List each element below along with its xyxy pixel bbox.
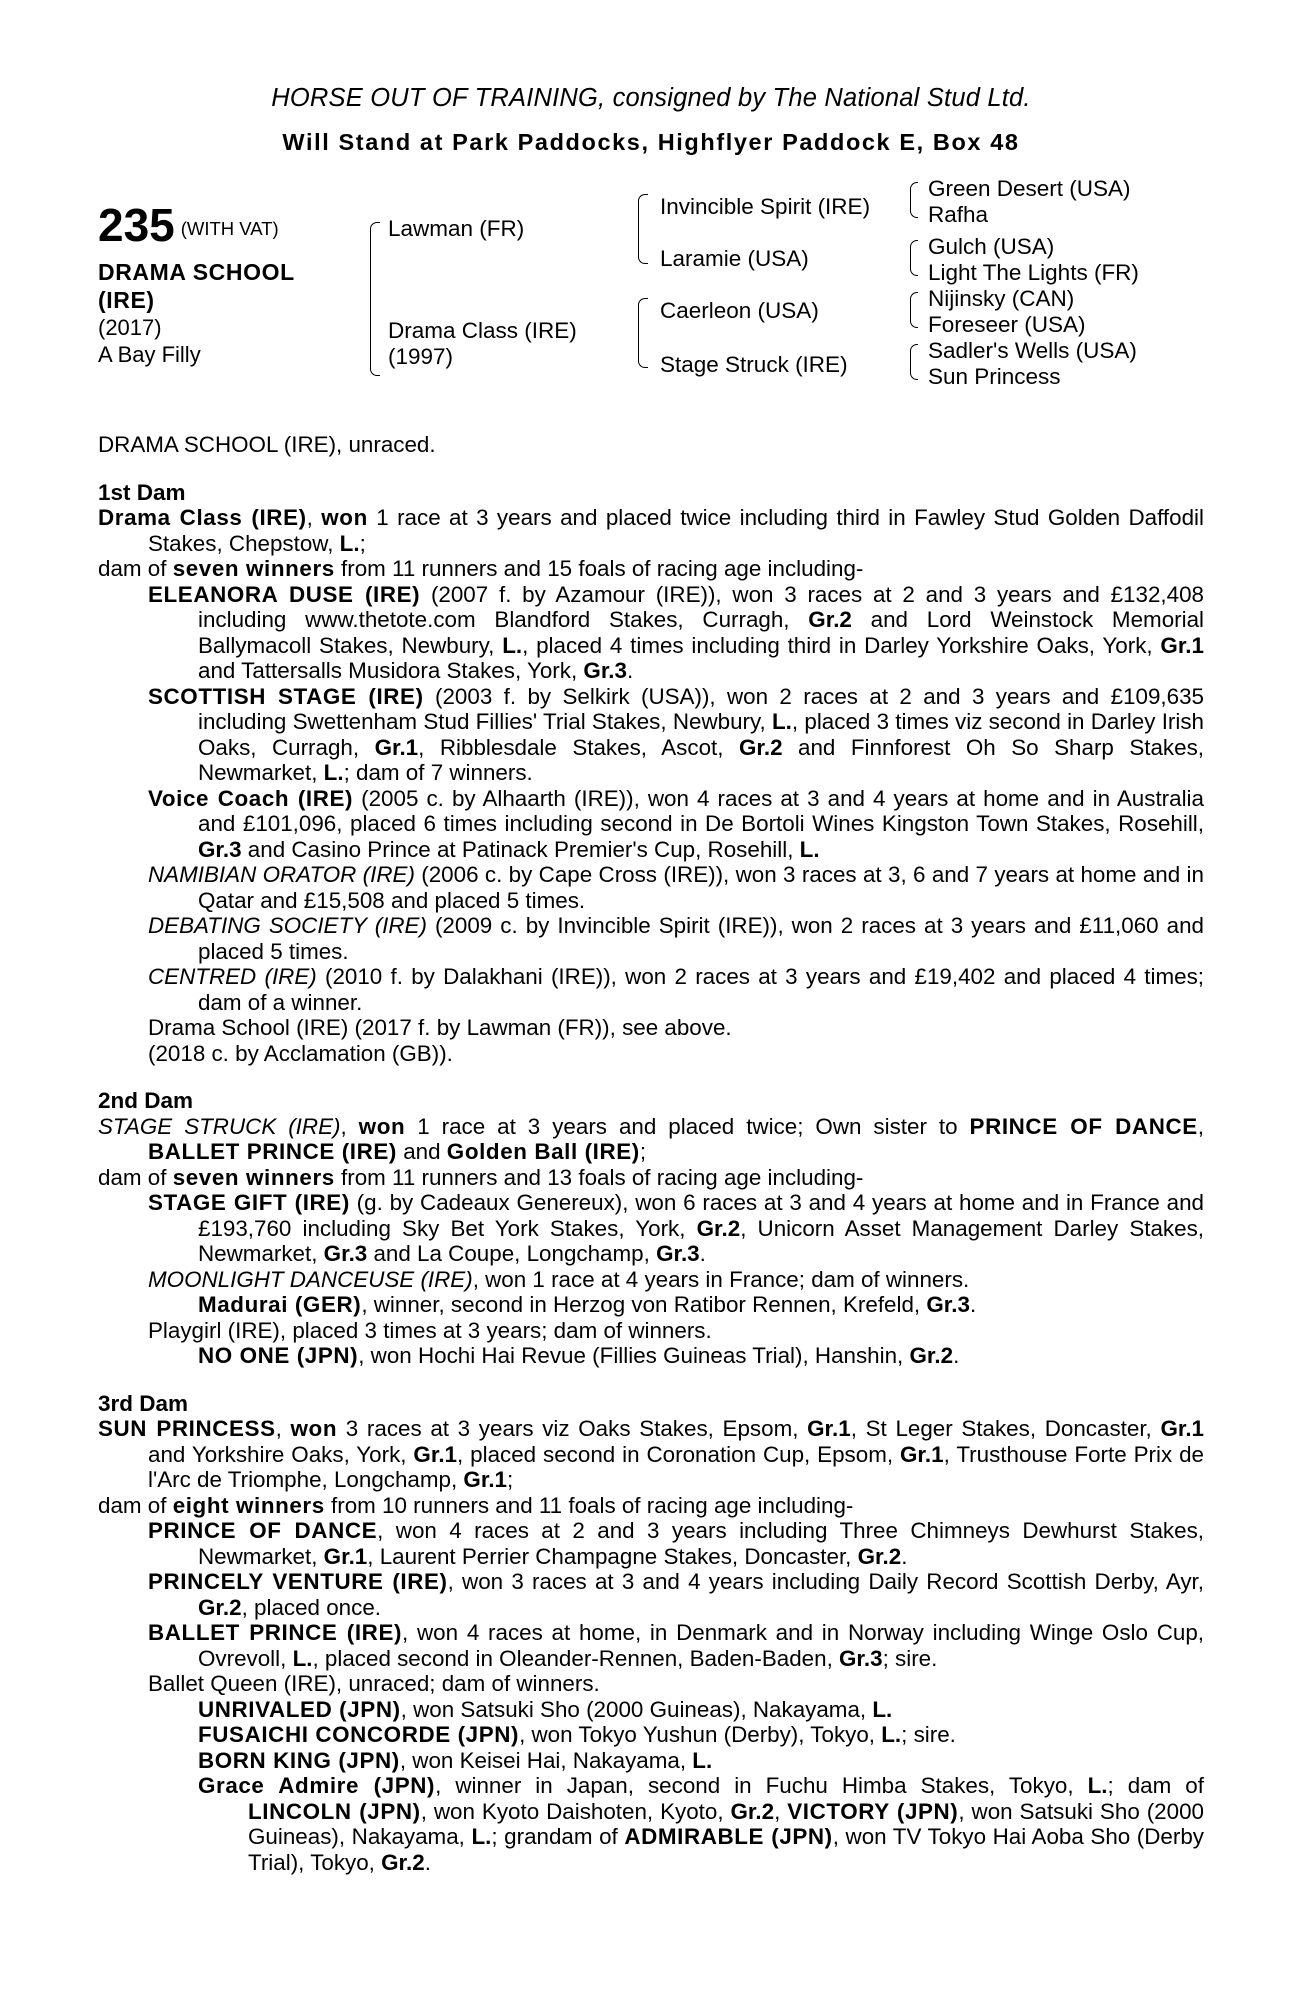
dam-heading: 1st Dam xyxy=(98,479,186,505)
dam-paragraph: SCOTTISH STAGE (IRE) (2003 f. by Selkirk (USA)), won 2 races at 2 and 3 years and £109,635 including Swettenham Stud Fillies' Trial Stakes, Newbury, L., placed 3 times viz second in Darley Irish Oaks, Curragh, Gr.1, Ribblesdale Stakes, Ascot, Gr.2 and Finnforest Oh So Sharp Stakes, Newmarket, L.; dam of 7 winners. xyxy=(148,683,1205,785)
dam-paragraph: STAGE STRUCK (IRE), won 1 race at 3 years and placed twice; Own sister to PRINCE OF DANCE, BALLET PRINCE (IRE) and Golden Ball (IRE); xyxy=(98,1113,1205,1164)
pedigree-dam-dam: Stage Struck (IRE) xyxy=(660,352,848,377)
dam-paragraph: DEBATING SOCIETY (IRE) (2009 c. by Invincible Spirit (IRE)), won 2 races at 3 years and £11,060 and placed 5 times. xyxy=(148,913,1204,964)
pedigree-bracket-g1 xyxy=(910,182,918,218)
dam-paragraph: ELEANORA DUSE (IRE) (2007 f. by Azamour (IRE)), won 3 races at 2 and 3 years and £132,408 including www.thetote.com Blandford Stakes, Curragh, Gr.2 and Lord Weinstock Memorial Ballymacoll Stakes, Newbury, L., placed 4 times including third in Darley Yorkshire Oaks, York, Gr.1 and Tattersalls Musidora Stakes, York, Gr.3. xyxy=(148,581,1205,683)
pedigree-bracket-g4 xyxy=(910,344,918,380)
pedigree-g5: Nijinsky (CAN) xyxy=(928,286,1075,311)
dam-paragraph: NO ONE (JPN), won Hochi Hai Revue (Fillies Guineas Trial), Hanshin, Gr.2. xyxy=(198,1343,960,1368)
dam-section xyxy=(98,1391,1204,1876)
catalogue-body xyxy=(98,432,1204,1875)
pedigree-g7: Sadler's Wells (USA) xyxy=(928,338,1137,363)
pedigree-g1: Green Desert (USA) xyxy=(928,176,1131,201)
dam-paragraph: MOONLIGHT DANCEUSE (IRE), won 1 race at 4 years in France; dam of winners. xyxy=(148,1266,970,1292)
dam-section xyxy=(98,1088,1204,1369)
dam-paragraph: PRINCE OF DANCE, won 4 races at 2 and 3 years including Three Chimneys Dewhurst Stakes, Newmarket, Gr.1, Laurent Perrier Champagne Stakes, Doncaster, Gr.2. xyxy=(148,1518,1204,1569)
dam-sections xyxy=(98,480,1204,1876)
dam-heading: 2nd Dam xyxy=(98,1088,194,1113)
pedigree-g8: Sun Princess xyxy=(928,364,1061,389)
vat-note: (WITH VAT) xyxy=(180,218,279,239)
dam-paragraph: dam of eight winners from 10 runners and 11 foals of racing age including- xyxy=(98,1492,854,1518)
dam-paragraph: STAGE GIFT (IRE) (g. by Cadeaux Genereux), won 6 races at 3 and 4 years at home and in France and £193,760 including Sky Bet York Stakes, York, Gr.2, Unicorn Asset Management Darley Stakes, Newmarket, Gr.3 and La Coupe, Longchamp, Gr.3. xyxy=(148,1190,1204,1266)
dam-section xyxy=(98,480,1204,1067)
pedigree-sire-sire: Invincible Spirit (IRE) xyxy=(660,194,871,219)
pedigree-bracket-g3 xyxy=(910,292,918,328)
pedigree-g3: Gulch (USA) xyxy=(928,234,1055,259)
dam-paragraph: Drama Class (IRE), won 1 race at 3 years and placed twice including third in Fawley Stud Golden Daffodil Stakes, Chepstow, L.; xyxy=(98,505,1204,556)
dam-paragraph: dam of seven winners from 11 runners and 13 foals of racing age including- xyxy=(98,1164,864,1190)
horse-name-line2: (IRE) xyxy=(98,287,155,313)
dam-paragraph: PRINCELY VENTURE (IRE), won 3 races at 3 and 4 years including Daily Record Scottish Derby, Ayr, Gr.2, placed once. xyxy=(148,1569,1204,1620)
pedigree-bracket-dam-line xyxy=(638,298,648,368)
dam-paragraph: dam of seven winners from 11 runners and 15 foals of racing age including- xyxy=(98,556,864,581)
pedigree-g4: Light The Lights (FR) xyxy=(928,260,1139,285)
dam-paragraph: SUN PRINCESS, won 3 races at 3 years viz Oaks Stakes, Epsom, Gr.1, St Leger Stakes, Doncaster, Gr.1 and Yorkshire Oaks, York, Gr.1, placed second in Coronation Cup, Epsom, Gr.1, Trusthouse Forte Prix de l'Arc de Triomphe, Longchamp, Gr.1; xyxy=(98,1416,1205,1492)
pedigree-bracket-sire-line xyxy=(638,194,648,264)
dam-paragraph: BORN KING (JPN), won Keisei Hai, Nakayama, L. xyxy=(198,1747,713,1773)
pedigree-bracket-sires xyxy=(370,222,380,376)
dam-paragraph: BALLET PRINCE (IRE), won 4 races at home, in Denmark and in Norway including Winge Oslo Cup, Ovrevoll, L., placed second in Oleander-Rennen, Baden-Baden, Gr.3; sire. xyxy=(148,1620,1205,1671)
pedigree-dam-sire: Caerleon (USA) xyxy=(660,298,819,323)
foaling-year: (2017) xyxy=(98,315,162,340)
dam-paragraph: NAMIBIAN ORATOR (IRE) (2006 c. by Cape Cross (IRE)), won 3 races at 3, 6 and 7 years at home and in Qatar and £15,508 and placed 5 times. xyxy=(148,862,1204,913)
dam-paragraph: Voice Coach (IRE) (2005 c. by Alhaarth (IRE)), won 4 races at 3 and 4 years at home and in Australia and £101,096, placed 6 times including second in De Bortoli Wines Kingston Town Stakes, Rosehill, Gr.3 and Casino Prince at Patinack Premier's Cup, Rosehill, L. xyxy=(148,785,1204,862)
pedigree-g6: Foreseer (USA) xyxy=(928,312,1086,337)
catalogue-page xyxy=(98,84,1204,1875)
lot-number: 235 xyxy=(98,199,175,251)
dam-paragraph: Drama School (IRE) (2017 f. by Lawman (FR)), see above. xyxy=(148,1015,732,1040)
lot-header xyxy=(98,176,1204,432)
dam-paragraph: Playgirl (IRE), placed 3 times at 3 years; dam of winners. xyxy=(148,1317,712,1343)
pedigree-bracket-g2 xyxy=(910,240,918,276)
dam-paragraph: FUSAICHI CONCORDE (JPN), won Tokyo Yushun (Derby), Tokyo, L.; sire. xyxy=(198,1722,956,1747)
race-record-summary: DRAMA SCHOOL (IRE), unraced. xyxy=(98,432,436,457)
horse-name-line1: DRAMA SCHOOL xyxy=(98,259,295,285)
dam-paragraph: Madurai (GER), winner, second in Herzog von Ratibor Rennen, Krefeld, Gr.3. xyxy=(198,1292,977,1317)
dam-paragraph: UNRIVALED (JPN), won Satsuki Sho (2000 Guineas), Nakayama, L. xyxy=(198,1696,893,1722)
dam-paragraph: (2018 c. by Acclamation (GB)). xyxy=(148,1040,453,1066)
consignment-line: HORSE OUT OF TRAINING, consigned by The National Stud Ltd. xyxy=(271,84,1031,112)
pedigree-sire: Lawman (FR) xyxy=(388,216,525,241)
pedigree-dam: Drama Class (IRE) xyxy=(388,318,577,343)
lot-info xyxy=(98,199,348,368)
horse-name xyxy=(98,258,348,314)
pedigree-dam-year: (1997) xyxy=(388,344,454,369)
dam-paragraph: Grace Admire (JPN), winner in Japan, second in Fuchu Himba Stakes, Tokyo, L.; dam of LINCOLN (JPN), won Kyoto Daishoten, Kyoto, Gr.2, VICTORY (JPN), won Satsuki Sho (2000 Guineas), Nakayama, L.; grandam of ADMIRABLE (JPN), won TV Tokyo Hai Aoba Sho (Derby Trial), Tokyo, Gr.2. xyxy=(198,1773,1204,1875)
horse-description: A Bay Filly xyxy=(98,342,201,367)
pedigree-sire-dam: Laramie (USA) xyxy=(660,246,809,271)
location-line: Will Stand at Park Paddocks, Highflyer Paddock E, Box 48 xyxy=(282,129,1020,155)
dam-paragraph: CENTRED (IRE) (2010 f. by Dalakhani (IRE)), won 2 races at 3 years and £19,402 and placed 4 times; dam of a winner. xyxy=(148,964,1205,1015)
dam-paragraph: Ballet Queen (IRE), unraced; dam of winners. xyxy=(148,1671,600,1696)
pedigree-g2: Rafha xyxy=(928,202,989,227)
dam-heading: 3rd Dam xyxy=(98,1390,189,1416)
